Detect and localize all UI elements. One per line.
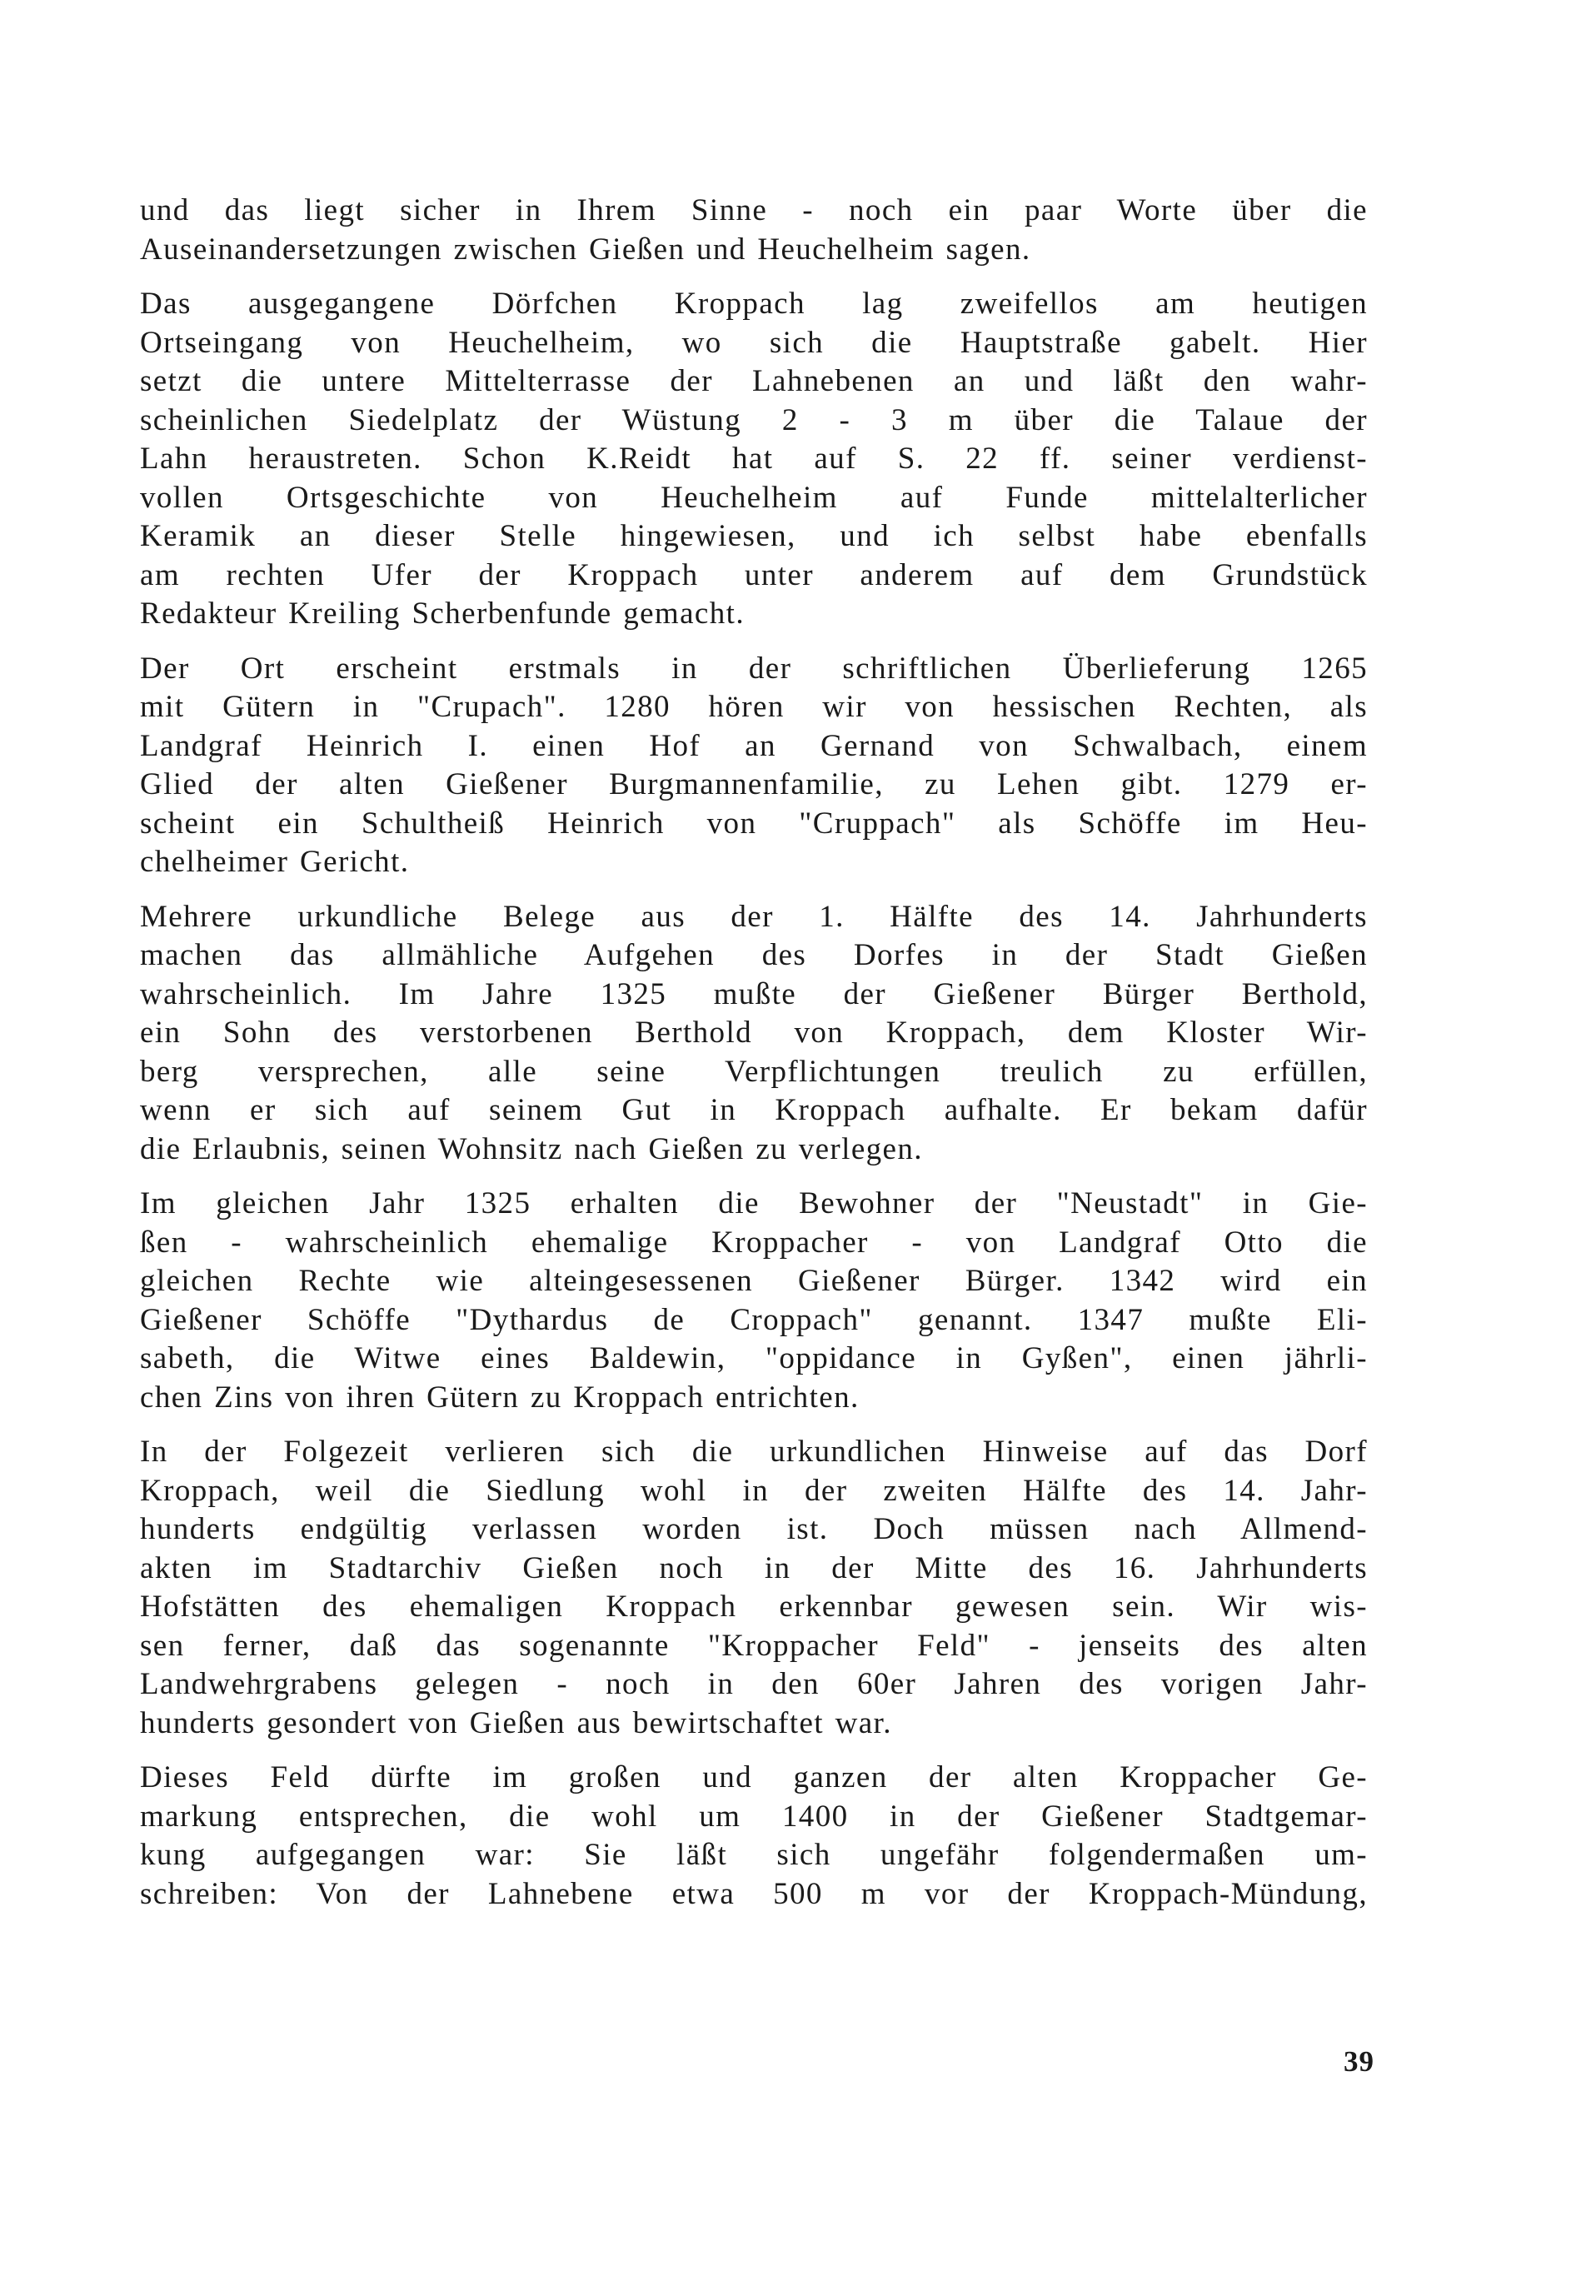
text-line: machen das allmähliche Aufgehen des Dorfes in der Stadt Gießen [140,938,1368,972]
paragraph [140,285,1368,634]
text-line: wenn er sich auf seinem Gut in Kroppach aufhalte. Er bekam dafür [140,1093,1368,1127]
text-line: hunderts endgültig verlassen worden ist. Doch müssen nach Allmend- [140,1512,1368,1546]
text-line: Landwehrgrabens gelegen - noch in den 60er Jahren des vorigen Jahr- [140,1667,1368,1701]
paragraph [140,1433,1368,1743]
text-line: Hofstätten des ehemaligen Kroppach erkennbar gewesen sein. Wir wis- [140,1590,1368,1624]
paragraph [140,192,1368,269]
text-line: Dieses Feld dürfte im großen und ganzen der alten Kroppacher Ge- [140,1760,1368,1794]
text-line: chen Zins von ihren Gütern zu Kroppach entrichten. [140,1380,860,1415]
text-line: Glied der alten Gießener Burgmannenfamilie, zu Lehen gibt. 1279 er- [140,767,1368,801]
text-line: scheinlichen Siedelplatz der Wüstung 2 - 3 m über die Talaue der [140,402,1368,437]
text-line: vollen Ortsgeschichte von Heuchelheim auf Funde mittelalterlicher [140,480,1368,515]
text-line: sen ferner, daß das sogenannte "Kroppacher Feld" - jenseits des alten [140,1628,1368,1663]
text-line: markung entsprechen, die wohl um 1400 in der Gießener Stadtgemar- [140,1799,1368,1834]
text-line: Das ausgegangene Dörfchen Kroppach lag zweifellos am heutigen [140,287,1368,321]
text-line: sabeth, die Witwe eines Baldewin, "oppidance in Gyßen", einen jährli- [140,1341,1368,1375]
text-line: die Erlaubnis, seinen Wohnsitz nach Gießen zu verlegen. [140,1131,923,1166]
text-line: Mehrere urkundliche Belege aus der 1. Hälfte des 14. Jahrhunderts [140,899,1368,934]
text-line: Lahn heraustreten. Schon K.Reidt hat auf S. 22 ff. seiner verdienst- [140,442,1368,476]
text-line: Kroppach, weil die Siedlung wohl in der zweiten Hälfte des 14. Jahr- [140,1473,1368,1508]
text-line: hunderts gesondert von Gießen aus bewirtschaftet war. [140,1705,892,1740]
text-line: ein Sohn des verstorbenen Berthold von Kroppach, dem Kloster Wir- [140,1016,1368,1050]
text-line: chelheimer Gericht. [140,845,410,879]
text-line: scheint ein Schultheiß Heinrich von "Cruppach" als Schöffe im Heu- [140,806,1368,841]
text-line: ßen - wahrscheinlich ehemalige Kroppacher - von Landgraf Otto die [140,1225,1368,1260]
text-line: berg versprechen, alle seine Verpflichtungen treulich zu erfüllen, [140,1054,1368,1089]
text-line: Gießener Schöffe "Dythardus de Croppach" genannt. 1347 mußte Eli- [140,1302,1368,1337]
text-line: setzt die untere Mittelterrasse der Lahnebenen an und läßt den wahr- [140,364,1368,398]
text-line: gleichen Rechte wie alteingesessenen Gießener Bürger. 1342 wird ein [140,1264,1368,1298]
text-line: akten im Stadtarchiv Gießen noch in der Mitte des 16. Jahrhunderts [140,1550,1368,1585]
text-line: und das liegt sicher in Ihrem Sinne - noch ein paar Worte über die [140,193,1368,227]
body-text [140,192,1368,1929]
text-line: mit Gütern in "Crupach". 1280 hören wir von hessischen Rechten, als [140,690,1368,724]
text-line: wahrscheinlich. Im Jahre 1325 mußte der Gießener Bürger Berthold, [140,976,1368,1011]
text-line: Im gleichen Jahr 1325 erhalten die Bewohner der "Neustadt" in Gie- [140,1186,1368,1220]
text-line: Landgraf Heinrich I. einen Hof an Gernand von Schwalbach, einem [140,728,1368,763]
text-line: Auseinandersetzungen zwischen Gießen und Heuchelheim sagen. [140,232,1031,267]
text-line: kung aufgegangen war: Sie läßt sich ungefähr folgendermaßen um- [140,1838,1368,1872]
text-line: Redakteur Kreiling Scherbenfunde gemacht. [140,596,745,631]
text-line: Der Ort erscheint erstmals in der schriftlichen Überlieferung 1265 [140,651,1368,686]
paragraph [140,1759,1368,1914]
paragraph [140,898,1368,1170]
paragraph [140,650,1368,882]
page-number: 39 [1344,2045,1374,2078]
text-line: am rechten Ufer der Kroppach unter anderem auf dem Grundstück [140,557,1368,592]
text-line: Ortseingang von Heuchelheim, wo sich die Hauptstraße gabelt. Hier [140,325,1368,360]
paragraph [140,1185,1368,1417]
text-line: Keramik an dieser Stelle hingewiesen, und ich selbst habe ebenfalls [140,519,1368,553]
text-line: In der Folgezeit verlieren sich die urkundlichen Hinweise auf das Dorf [140,1435,1368,1469]
text-line: schreiben: Von der Lahnebene etwa 500 m vor der Kroppach-Mündung, [140,1876,1368,1911]
